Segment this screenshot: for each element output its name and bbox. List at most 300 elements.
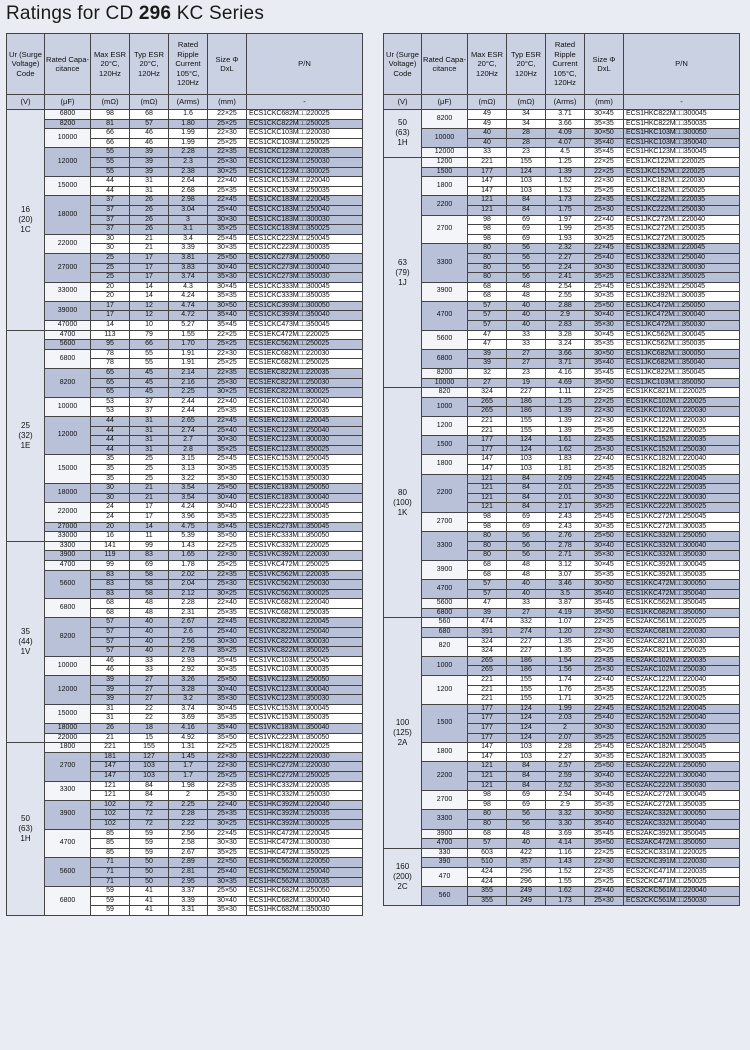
size-cell: 30×30 — [585, 263, 624, 273]
ripple-cell: 3.24 — [546, 340, 585, 350]
pn-cell: ECS1VKC103M□□250045 — [247, 656, 363, 666]
typ-esr-cell: 103 — [507, 464, 546, 474]
typ-esr-cell: 41 — [130, 896, 169, 906]
size-cell: 25×30 — [208, 157, 247, 167]
size-cell: 22×45 — [208, 417, 247, 427]
ripple-cell: 2.94 — [546, 791, 585, 801]
ripple-cell: 1.75 — [546, 205, 585, 215]
table-row — [384, 436, 740, 446]
ripple-cell: 3.32 — [546, 810, 585, 820]
max-esr-cell: 37 — [91, 215, 130, 225]
pn-cell: ECS1HKC562M□□300035 — [247, 877, 363, 887]
max-esr-cell: 65 — [91, 388, 130, 398]
max-esr-cell: 113 — [91, 330, 130, 340]
typ-esr-cell: 19 — [507, 378, 546, 388]
capacitance-cell: 2200 — [422, 762, 468, 791]
pn-cell: ECS1JKC332M□□250040 — [624, 253, 740, 263]
size-cell: 25×25 — [585, 426, 624, 436]
voltage-code-cell: 50 (63) 1H — [384, 110, 422, 158]
typ-esr-cell: 45 — [130, 378, 169, 388]
pn-cell: ECS2AKC102M□□250030 — [624, 666, 740, 676]
typ-esr-cell: 56 — [507, 273, 546, 283]
typ-esr-cell: 103 — [130, 762, 169, 772]
typ-esr-cell: 11 — [130, 532, 169, 542]
table-row — [384, 618, 740, 628]
pn-cell: ECS1KKC222M□□250035 — [624, 484, 740, 494]
ripple-cell: 3.15 — [169, 455, 208, 465]
pn-cell: ECS1HKC392M□□220040 — [247, 800, 363, 810]
typ-esr-cell: 155 — [507, 157, 546, 167]
max-esr-cell: 68 — [468, 829, 507, 839]
size-cell: 30×25 — [208, 589, 247, 599]
max-esr-cell: 177 — [468, 733, 507, 743]
capacitance-cell: 1000 — [422, 656, 468, 675]
max-esr-cell: 98 — [468, 512, 507, 522]
size-cell: 30×50 — [585, 129, 624, 139]
size-cell: 22×30 — [208, 752, 247, 762]
table-row — [7, 417, 363, 427]
pn-cell: ECS1HKC562M□□250040 — [247, 867, 363, 877]
ripple-cell: 1.45 — [169, 752, 208, 762]
header-size: Size Φ DxL — [208, 34, 247, 95]
pn-cell: ECS1EKC682M□□220030 — [247, 349, 363, 359]
typ-esr-cell: 48 — [507, 292, 546, 302]
max-esr-cell: 55 — [91, 167, 130, 177]
ripple-cell: 1.78 — [169, 560, 208, 570]
pn-cell: ECS1VKC153M□□300045 — [247, 704, 363, 714]
capacitance-cell: 10000 — [45, 656, 91, 675]
max-esr-cell: 121 — [468, 771, 507, 781]
typ-esr-cell: 84 — [507, 503, 546, 513]
capacitance-cell: 1200 — [422, 417, 468, 436]
typ-esr-cell: 57 — [130, 119, 169, 129]
capacitance-cell: 6800 — [422, 608, 468, 618]
ripple-cell: 2.93 — [169, 656, 208, 666]
max-esr-cell: 57 — [91, 637, 130, 647]
ripple-cell: 3.26 — [169, 676, 208, 686]
capacitance-cell: 5600 — [422, 599, 468, 609]
max-esr-cell: 59 — [91, 887, 130, 897]
size-cell: 22×30 — [208, 551, 247, 561]
size-cell: 25×45 — [585, 512, 624, 522]
typ-esr-cell: 17 — [130, 503, 169, 513]
page-title — [6, 3, 264, 25]
size-cell: 22×35 — [208, 781, 247, 791]
ripple-cell: 1.52 — [546, 186, 585, 196]
ripple-cell: 2.14 — [169, 369, 208, 379]
ripple-cell: 4.07 — [546, 138, 585, 148]
pn-cell: ECS1JKC222M□□250030 — [624, 205, 740, 215]
pn-cell: ECS1VKC153M□□350035 — [247, 714, 363, 724]
ripple-cell: 3.71 — [546, 110, 585, 120]
table-row — [384, 244, 740, 254]
table-row — [7, 733, 363, 743]
pn-cell: ECS1JKC103M□□350050 — [624, 378, 740, 388]
unit-ripple: (Arms) — [169, 95, 208, 110]
ripple-cell: 4.72 — [169, 311, 208, 321]
size-cell: 35×30 — [585, 781, 624, 791]
max-esr-cell: 121 — [468, 196, 507, 206]
table-row — [384, 378, 740, 388]
typ-esr-cell: 39 — [130, 148, 169, 158]
max-esr-cell: 59 — [91, 906, 130, 916]
size-cell: 25×35 — [585, 685, 624, 695]
pn-cell: ECS2AKC332M□□350040 — [624, 819, 740, 829]
max-esr-cell: 177 — [468, 436, 507, 446]
capacitance-cell: 4700 — [422, 301, 468, 330]
pn-cell: ECS1KKC682M□□350050 — [624, 608, 740, 618]
ripple-cell: 2.88 — [546, 301, 585, 311]
voltage-code-cell: 100 (125) 2A — [384, 618, 422, 848]
max-esr-cell: 80 — [468, 532, 507, 542]
ripple-cell: 2.12 — [169, 589, 208, 599]
table-row — [384, 215, 740, 225]
size-cell: 35×30 — [208, 906, 247, 916]
typ-esr-cell: 56 — [507, 541, 546, 551]
typ-esr-cell: 40 — [507, 301, 546, 311]
pn-cell: ECS1JKC562M□□300045 — [624, 330, 740, 340]
pn-cell: ECS1VKC562M□□220035 — [247, 570, 363, 580]
table-row — [384, 848, 740, 858]
capacitance-cell: 15000 — [45, 704, 91, 723]
typ-esr-cell: 227 — [507, 637, 546, 647]
size-cell: 22×25 — [208, 330, 247, 340]
pn-cell: ECS2CKC471M□□250025 — [624, 877, 740, 887]
typ-esr-cell: 48 — [130, 599, 169, 609]
pn-cell: ECS1HKC562M□□220050 — [247, 858, 363, 868]
table-row — [384, 829, 740, 839]
typ-esr-cell: 186 — [507, 656, 546, 666]
size-cell: 35×35 — [208, 714, 247, 724]
max-esr-cell: 68 — [91, 608, 130, 618]
size-cell: 22×30 — [585, 637, 624, 647]
max-esr-cell: 39 — [91, 685, 130, 695]
ripple-cell: 2.41 — [546, 273, 585, 283]
ripple-cell: 4.5 — [546, 148, 585, 158]
size-cell: 30×40 — [208, 263, 247, 273]
table-row — [7, 704, 363, 714]
header-ripple: Rated Ripple Current 105°C, 120Hz — [546, 34, 585, 95]
table-body-left — [7, 110, 363, 916]
pn-cell: ECS1EKC153M□□300035 — [247, 464, 363, 474]
max-esr-cell: 177 — [468, 704, 507, 714]
ripple-cell: 5.39 — [169, 532, 208, 542]
pn-cell: ECS1HKC123M□□350045 — [624, 148, 740, 158]
table-row — [7, 541, 363, 551]
typ-esr-cell: 21 — [130, 244, 169, 254]
size-cell: 25×25 — [208, 340, 247, 350]
ripple-cell: 1.43 — [169, 541, 208, 551]
pn-cell: ECS1KKC392M□□300045 — [624, 560, 740, 570]
typ-esr-cell: 48 — [130, 608, 169, 618]
capacitance-cell: 3900 — [422, 829, 468, 839]
pn-cell: ECS1VKC103M□□300035 — [247, 666, 363, 676]
typ-esr-cell: 50 — [130, 858, 169, 868]
pn-cell: ECS1EKC562M□□250025 — [247, 340, 363, 350]
size-cell: 25×40 — [208, 426, 247, 436]
size-cell: 25×50 — [208, 253, 247, 263]
capacitance-cell: 3300 — [422, 810, 468, 829]
max-esr-cell: 35 — [91, 464, 130, 474]
table-row — [384, 599, 740, 609]
typ-esr-cell: 99 — [130, 541, 169, 551]
pn-cell: ECS1EKC273M□□350045 — [247, 522, 363, 532]
max-esr-cell: 324 — [468, 637, 507, 647]
ripple-cell: 3.39 — [169, 896, 208, 906]
pn-cell: ECS2AKC222M□□350030 — [624, 781, 740, 791]
ripple-cell: 3.69 — [546, 829, 585, 839]
pn-cell: ECS2AKC472M□□350050 — [624, 839, 740, 849]
ripple-cell: 2.56 — [169, 829, 208, 839]
typ-esr-cell: 18 — [130, 724, 169, 734]
max-esr-cell: 121 — [91, 791, 130, 801]
pn-cell: ECS1CKC183M□□300030 — [247, 215, 363, 225]
typ-esr-cell: 155 — [507, 426, 546, 436]
pn-cell: ECS2AKC182M□□300035 — [624, 752, 740, 762]
unit-voltage: (V) — [7, 95, 45, 110]
size-cell: 22×40 — [585, 215, 624, 225]
header-pn: P/N — [624, 34, 740, 95]
typ-esr-cell: 31 — [130, 445, 169, 455]
pn-cell: ECS1CKC183M□□220045 — [247, 196, 363, 206]
pn-cell: ECS1VKC822M□□300030 — [247, 637, 363, 647]
pn-cell: ECS1VKC562M□□300025 — [247, 589, 363, 599]
pn-cell: ECS2AKC392M□□350045 — [624, 829, 740, 839]
ripple-cell: 1.73 — [546, 896, 585, 906]
size-cell: 25×50 — [208, 484, 247, 494]
typ-esr-cell: 84 — [507, 484, 546, 494]
pn-cell: ECS2AKC222M□□300040 — [624, 771, 740, 781]
size-cell: 25×25 — [208, 560, 247, 570]
table-row — [384, 417, 740, 427]
max-esr-cell: 121 — [468, 503, 507, 513]
table-row — [384, 282, 740, 292]
size-cell: 30×30 — [585, 493, 624, 503]
capacitance-cell: 6800 — [45, 599, 91, 618]
typ-esr-cell: 22 — [130, 714, 169, 724]
size-cell: 35×40 — [585, 819, 624, 829]
typ-esr-cell: 155 — [507, 685, 546, 695]
max-esr-cell: 98 — [468, 215, 507, 225]
max-esr-cell: 99 — [91, 560, 130, 570]
ripple-cell: 3.07 — [546, 570, 585, 580]
table-row — [7, 522, 363, 532]
ripple-cell: 3.54 — [169, 493, 208, 503]
typ-esr-cell: 59 — [130, 848, 169, 858]
typ-esr-cell: 186 — [507, 397, 546, 407]
size-cell: 25×35 — [585, 225, 624, 235]
capacitance-cell: 3900 — [45, 551, 91, 561]
typ-esr-cell: 59 — [130, 839, 169, 849]
table-row — [384, 388, 740, 398]
typ-esr-cell: 55 — [130, 359, 169, 369]
size-cell: 35×35 — [585, 119, 624, 129]
max-esr-cell: 27 — [468, 378, 507, 388]
typ-esr-cell: 50 — [130, 877, 169, 887]
capacitance-cell: 680 — [422, 628, 468, 638]
table-row — [384, 656, 740, 666]
pn-cell: ECS1VKC822M□□220045 — [247, 618, 363, 628]
table-row — [384, 858, 740, 868]
typ-esr-cell: 46 — [130, 138, 169, 148]
size-cell: 22×45 — [208, 829, 247, 839]
max-esr-cell: 102 — [91, 800, 130, 810]
pn-cell: ECS1EKC682M□□250025 — [247, 359, 363, 369]
typ-esr-cell: 127 — [130, 752, 169, 762]
capacitance-cell: 6800 — [45, 110, 91, 120]
pn-cell: ECS1EKC103M□□220040 — [247, 397, 363, 407]
max-esr-cell: 221 — [468, 685, 507, 695]
typ-esr-cell: 40 — [507, 580, 546, 590]
max-esr-cell: 20 — [91, 522, 130, 532]
ripple-cell: 2.74 — [169, 426, 208, 436]
unit-pn: - — [624, 95, 740, 110]
table-row — [384, 349, 740, 359]
pn-cell: ECS1JKC122M□□220025 — [624, 157, 740, 167]
size-cell: 35×35 — [208, 512, 247, 522]
table-row — [7, 532, 363, 542]
size-cell: 25×30 — [208, 378, 247, 388]
max-esr-cell: 80 — [468, 273, 507, 283]
pn-cell: ECS2AKC272M□□300045 — [624, 791, 740, 801]
ripple-cell: 2.83 — [546, 321, 585, 331]
typ-esr-cell: 40 — [507, 311, 546, 321]
max-esr-cell: 177 — [468, 724, 507, 734]
voltage-code-cell: 63 (79) 1J — [384, 157, 422, 387]
max-esr-cell: 68 — [468, 560, 507, 570]
max-esr-cell: 80 — [468, 810, 507, 820]
max-esr-cell: 71 — [91, 867, 130, 877]
capacitance-cell: 22000 — [45, 234, 91, 253]
max-esr-cell: 80 — [468, 244, 507, 254]
pn-cell: ECS1CKC393M□□350040 — [247, 311, 363, 321]
max-esr-cell: 25 — [91, 253, 130, 263]
max-esr-cell: 24 — [91, 503, 130, 513]
size-cell: 25×30 — [585, 205, 624, 215]
typ-esr-cell: 25 — [130, 455, 169, 465]
pn-cell: ECS2CKC391M□□220030 — [624, 858, 740, 868]
size-cell: 25×50 — [585, 762, 624, 772]
size-cell: 30×50 — [585, 580, 624, 590]
pn-cell: ECS1VKC392M□□220030 — [247, 551, 363, 561]
size-cell: 30×35 — [585, 292, 624, 302]
ripple-cell: 1.62 — [546, 445, 585, 455]
header-typ-esr: Typ ESR 20°C, 120Hz — [130, 34, 169, 95]
ripple-cell: 1.99 — [169, 129, 208, 139]
pn-cell: ECS1JKC822M□□350045 — [624, 369, 740, 379]
size-cell: 35×25 — [208, 647, 247, 657]
capacitance-cell: 3900 — [45, 800, 91, 829]
max-esr-cell: 66 — [91, 138, 130, 148]
ripple-cell: 1.20 — [546, 628, 585, 638]
pn-cell: ECS2AKC122M□□300025 — [624, 695, 740, 705]
pn-cell: ECS1HKC103M□□350040 — [624, 138, 740, 148]
table-row — [384, 455, 740, 465]
header-voltage-code: Ur (Surge Voltage) Code — [7, 34, 45, 95]
size-cell: 22×30 — [208, 349, 247, 359]
max-esr-cell: 324 — [468, 388, 507, 398]
ripple-cell: 2.78 — [169, 647, 208, 657]
ripple-cell: 1.39 — [546, 407, 585, 417]
typ-esr-cell: 124 — [507, 436, 546, 446]
ripple-cell: 1.76 — [546, 685, 585, 695]
unit-typ-esr: (mΩ) — [507, 95, 546, 110]
typ-esr-cell: 186 — [507, 666, 546, 676]
size-cell: 30×45 — [585, 791, 624, 801]
table-row — [384, 810, 740, 820]
max-esr-cell: 44 — [91, 445, 130, 455]
pn-cell: ECS1VKC183M□□350040 — [247, 724, 363, 734]
ripple-cell: 2.6 — [169, 628, 208, 638]
ripple-cell: 2.3 — [169, 157, 208, 167]
pn-cell: ECS1EKC822M□□250030 — [247, 378, 363, 388]
max-esr-cell: 85 — [91, 829, 130, 839]
typ-esr-cell: 56 — [507, 810, 546, 820]
typ-esr-cell: 48 — [507, 282, 546, 292]
size-cell: 22×30 — [585, 417, 624, 427]
table-row — [384, 839, 740, 849]
typ-esr-cell: 12 — [130, 301, 169, 311]
max-esr-cell: 68 — [468, 282, 507, 292]
ripple-cell: 4.92 — [169, 733, 208, 743]
ripple-cell: 2.44 — [169, 407, 208, 417]
ripple-cell: 2.09 — [546, 474, 585, 484]
max-esr-cell: 57 — [468, 301, 507, 311]
typ-esr-cell: 155 — [507, 695, 546, 705]
pn-cell: ECS1JKC272M□□220040 — [624, 215, 740, 225]
typ-esr-cell: 124 — [507, 704, 546, 714]
ripple-cell: 2.43 — [546, 512, 585, 522]
typ-esr-cell: 186 — [507, 407, 546, 417]
max-esr-cell: 98 — [468, 234, 507, 244]
typ-esr-cell: 37 — [130, 397, 169, 407]
typ-esr-cell: 26 — [130, 215, 169, 225]
ripple-cell: 1.83 — [546, 455, 585, 465]
ripple-cell: 1.07 — [546, 618, 585, 628]
size-cell: 35×25 — [585, 503, 624, 513]
typ-esr-cell: 124 — [507, 445, 546, 455]
typ-esr-cell: 249 — [507, 896, 546, 906]
pn-cell: ECS1JKC272M□□250035 — [624, 225, 740, 235]
size-cell: 25×30 — [585, 896, 624, 906]
ripple-cell: 3.22 — [169, 474, 208, 484]
size-cell: 35×45 — [585, 369, 624, 379]
table-row — [7, 330, 363, 340]
max-esr-cell: 265 — [468, 656, 507, 666]
max-esr-cell: 98 — [91, 110, 130, 120]
typ-esr-cell: 227 — [507, 388, 546, 398]
ripple-cell: 4.19 — [546, 608, 585, 618]
pn-cell: ECS1JKC272M□□300025 — [624, 234, 740, 244]
pn-cell: ECS1JKC332M□□300030 — [624, 263, 740, 273]
table-row — [384, 369, 740, 379]
size-cell: 30×50 — [585, 810, 624, 820]
typ-esr-cell: 33 — [130, 656, 169, 666]
capacitance-cell: 330 — [422, 848, 468, 858]
ripple-cell: 1.99 — [169, 138, 208, 148]
pn-cell: ECS1HKC332M□□220035 — [247, 781, 363, 791]
pn-cell: ECS1EKC123M□□300030 — [247, 436, 363, 446]
ripple-cell: 2.01 — [546, 493, 585, 503]
ripple-cell: 2.67 — [169, 848, 208, 858]
size-cell: 35×45 — [208, 321, 247, 331]
capacitance-cell: 3300 — [45, 781, 91, 800]
ripple-cell: 3.28 — [546, 330, 585, 340]
max-esr-cell: 177 — [468, 714, 507, 724]
max-esr-cell: 17 — [91, 311, 130, 321]
max-esr-cell: 68 — [468, 570, 507, 580]
pn-cell: ECS1KKC332M□□250050 — [624, 532, 740, 542]
